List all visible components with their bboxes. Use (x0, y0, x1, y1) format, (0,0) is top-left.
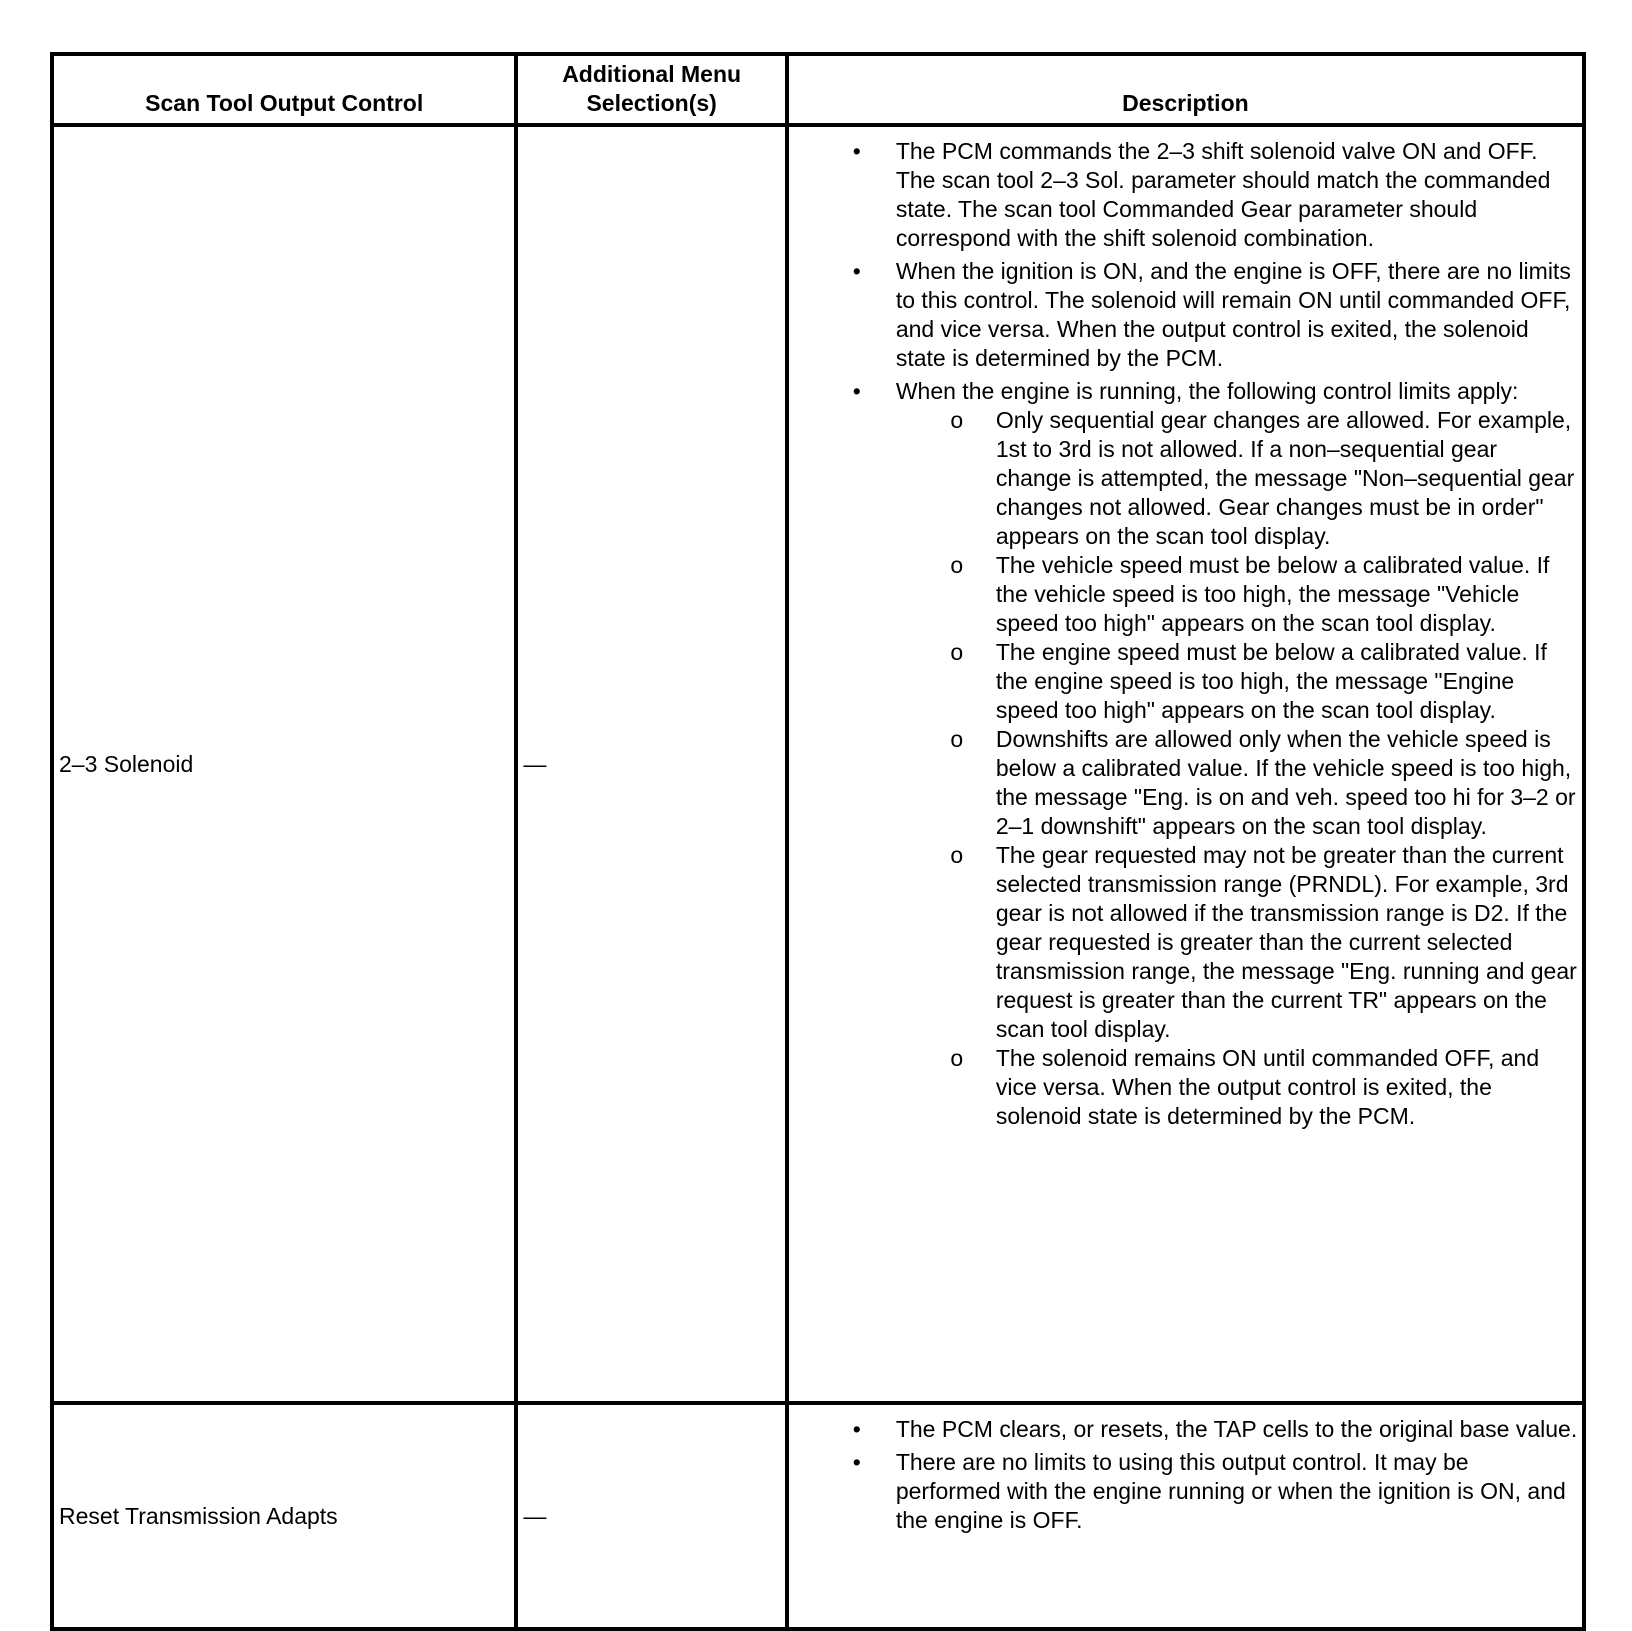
sub-bullet-text: The vehicle speed must be below a calibrated value. If the vehicle speed is too high, the message "Vehicle speed too high" appears on the scan tool display. (995, 552, 1550, 636)
bullet-item (789, 377, 1578, 1131)
bullet-icon: • (852, 1449, 861, 1475)
sub-bullet-icon: o (950, 1045, 964, 1071)
sub-bullet-list (896, 406, 1578, 1131)
sub-bullet-text: The engine speed must be below a calibrated value. If the engine speed is too high, the message "Engine speed too high" appears on the scan tool display. (995, 639, 1547, 723)
sub-bullet-icon: o (950, 639, 964, 665)
header-additional-menu-selections (516, 54, 786, 125)
bullet-icon: • (852, 138, 861, 164)
bullet-list (789, 137, 1578, 1131)
bullet-list (789, 1415, 1578, 1535)
output-control-table (50, 52, 1586, 1631)
sub-bullet-item (896, 1044, 1578, 1131)
sub-bullet-icon: o (950, 407, 964, 433)
description-cell (787, 1403, 1584, 1629)
sub-bullet-text: The gear requested may not be greater than the current selected transmission range (PRNDL). For example, 3rd gear is not allowed if the transmission range is D2. If the gear requested is greater than the current selected transmission range, the message "Eng. running and gear request is greater than the current TR" appears on the scan tool display. (995, 842, 1577, 1042)
sub-bullet-item (896, 725, 1578, 841)
bullet-text: When the ignition is ON, and the engine is OFF, there are no limits to this control. The solenoid will remain ON until commanded OFF, and vice versa. When the output control is exited, the solenoid state is determined by the PCM. (895, 258, 1571, 371)
bullet-item (789, 257, 1578, 373)
control-name-cell: 2–3 Solenoid (52, 125, 516, 1403)
sub-bullet-item (896, 841, 1578, 1044)
bullet-icon: • (852, 258, 861, 284)
sub-bullet-text: Downshifts are allowed only when the vehicle speed is below a calibrated value. If the vehicle speed is too high, the message "Eng. is on and veh. speed too hi for 3–2 or 2–1 downshift" appears on the scan tool display. (995, 726, 1576, 839)
sub-bullet-text: The solenoid remains ON until commanded OFF, and vice versa. When the output control is exited, the solenoid state is determined by the PCM. (995, 1045, 1540, 1129)
bullet-icon: • (852, 378, 861, 404)
description-cell (787, 125, 1584, 1403)
bullet-icon: • (852, 1416, 861, 1442)
sub-bullet-icon: o (950, 552, 964, 578)
table-row (52, 1403, 1584, 1629)
table-header-row (52, 54, 1584, 125)
menu-selection-cell: — (516, 125, 786, 1403)
sub-bullet-item (896, 406, 1578, 551)
header-col2-line2: Selection(s) (586, 90, 717, 116)
bullet-text: The PCM clears, or resets, the TAP cells to the original base value. (895, 1416, 1578, 1442)
header-description: Description (787, 54, 1584, 125)
bullet-text: There are no limits to using this output control. It may be performed with the engine running or when the ignition is ON, and the engine is OFF. (895, 1449, 1566, 1533)
bullet-item (789, 137, 1578, 253)
sub-bullet-icon: o (950, 726, 964, 752)
control-name-cell: Reset Transmission Adapts (52, 1403, 516, 1629)
sub-bullet-item (896, 638, 1578, 725)
bullet-text: When the engine is running, the following control limits apply: (895, 378, 1519, 404)
bullet-item (789, 1448, 1578, 1535)
header-scan-tool-output-control: Scan Tool Output Control (52, 54, 516, 125)
sub-bullet-icon: o (950, 842, 964, 868)
sub-bullet-text: Only sequential gear changes are allowed. For example, 1st to 3rd is not allowed. If a non–sequential gear change is attempted, the message "Non–sequential gear changes not allowed. Gear changes must be in order" appears on the scan tool display. (995, 407, 1575, 549)
menu-selection-cell: — (516, 1403, 786, 1629)
header-col2-line1: Additional Menu (562, 61, 742, 87)
bullet-item (789, 1415, 1578, 1444)
sub-bullet-item (896, 551, 1578, 638)
bullet-text: The PCM commands the 2–3 shift solenoid valve ON and OFF. The scan tool 2–3 Sol. parameter should match the commanded state. The scan tool Commanded Gear parameter should correspond with the shift solenoid combination. (895, 138, 1551, 251)
table-row (52, 125, 1584, 1403)
